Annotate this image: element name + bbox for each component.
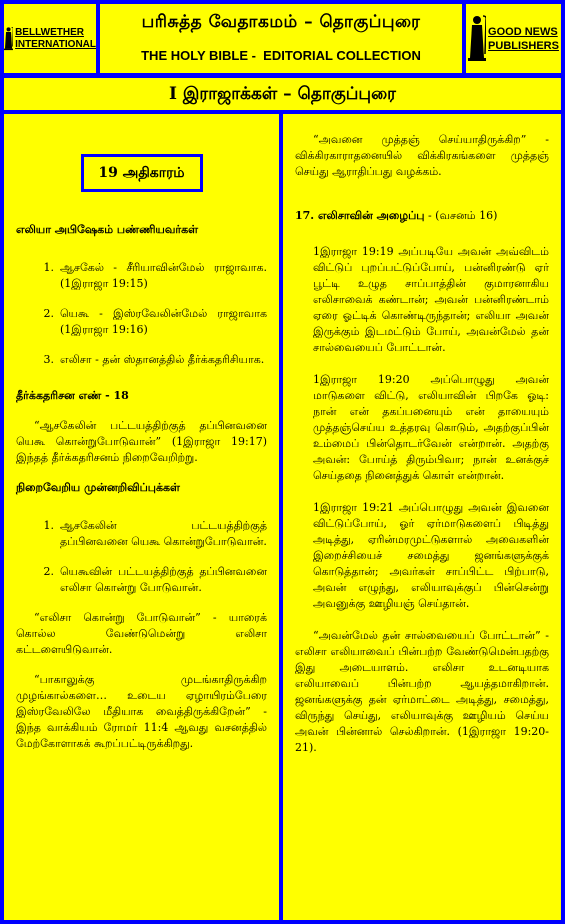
header-title-panel: [100, 4, 462, 73]
logo-left-line2: INTERNATIONAL: [15, 38, 96, 50]
logo-left-panel: [4, 4, 96, 73]
list-item: [4, 306, 279, 338]
right-column: [283, 114, 561, 920]
kiss-idol-paragraph: “அவனை முத்தஞ் செய்யாதிருக்கிற” - விக்கிரகாராதனையில் விக்கிரகங்களை முத்தஞ் செய்து ஆராதிப்பது வழக்கம்.: [295, 133, 549, 178]
section-prophecy-title: தீர்க்கதரிசன எண் - 18: [16, 389, 129, 402]
baal-seven-thousand-paragraph: “பாகாலுக்கு முடங்காதிருக்கிற முழங்கால்களை… உடைய ஏழாயிரம்பேரை இஸ்ரவேலிலே மீதியாக வைத்திருக்கிறேன்” - இந்த வாக்கியம் ரோமர் 11:4 ஆவது வசனத்தில் மேற்கோளாகக் கூறப்பட்டிருக்கிறது.: [16, 673, 267, 750]
title-english: THE HOLY BIBLE - EDITORIAL COLLECTION: [141, 48, 421, 63]
list-item: [4, 564, 279, 596]
logo-right-panel: [466, 4, 561, 73]
list-item-number: 2.: [43, 307, 54, 320]
list-item-text: யெகூவின் பட்டயத்திற்குத் தப்பினவனை எலிசா கொன்று போடுவான்.: [60, 565, 267, 594]
mantle-paragraph: “அவன்மேல் தன் சால்வையைப் போட்டான்” - எலிசா எலியாவைப் பின்பற்ற வேண்டுமென்பதற்கு இது அடையாளம். எலிசா உடனடியாக எலியாவைப் பின்பற்ற ஆயத்தமாகிறான். ஜனங்களுக்கு தன் ஏர்மாட்டை அடித்து, சமைத்து, விருந்து செய்து, எலியாவுக்கு ஊழியம் செய்ய அவன் பின்னால் செல்கிறான். (1இராஜா 19:20-21).: [295, 629, 549, 754]
shepherd-icon-right: [468, 14, 486, 64]
left-column: [4, 114, 279, 920]
list-item-number: 3.: [43, 353, 54, 366]
section-elisha-call-ref: - (வசனம் 16): [424, 209, 498, 222]
section-fulfilled-title: நிறைவேறிய முன்னறிவிப்புக்கள்: [16, 481, 180, 494]
list-item-text: ஆசகேலின் பட்டயத்திற்குத் தப்பினவனை யெகூ கொன்றுபோடுவான்.: [60, 519, 267, 548]
verse-19-19: 1இராஜா 19:19 அப்படியே அவன் அவ்விடம் விட்டுப் புறப்பட்டுப்போய், பன்னிரண்டு ஏர் பூட்டி உழுத சாப்பாத்தின் குமாரனாகிய எலிசாவைக் கண்டான்; அவன் பன்னிரண்டாம் ஏரை ஓட்டிக் கொண்டிருந்தான்; எலியா அவன் இருக்கும் இடமட்டும் போய், அவன்மேல் தன் சால்வையைப் போட்டான்.: [313, 245, 549, 354]
book-title-bar: [4, 78, 561, 110]
list-item-text: எலிசா - தன் ஸ்தானத்தில் தீர்க்கதரிசியாக.: [60, 353, 265, 366]
list-item: [4, 260, 279, 292]
bellwether-logo: [4, 4, 96, 73]
list-item-number: 2.: [43, 565, 54, 578]
list-item-number: 1.: [43, 261, 54, 274]
logo-left-line1: BELLWETHER: [15, 26, 84, 38]
shepherd-icon-left: [4, 14, 13, 64]
book-title: I இராஜாக்கள் – தொகுப்புரை: [169, 84, 396, 104]
prophecy-paragraph: “ஆசகேலின் பட்டயத்திற்குத் தப்பினவனை யெகூ கொன்றுபோடுவான்” (1இராஜா 19:17) இந்தத் தீர்க்கதரிசனம் நிறைவேறிற்று.: [16, 419, 267, 464]
verse-19-21: 1இராஜா 19:21 அப்பொழுது அவன் இவனை விட்டுப்போய், ஓர் ஏர்மாடுகளைப் பிடித்து அடித்து, ஏரின்மரமுட்டுகளால் அவைகளின் இறைச்சியைச் சமைத்து ஜனங்களுக்குக் கொடுத்தான்; அவர்கள் சாப்பிட்ட பிற்பாடு, அவன் எழுந்து, எலியாவுக்குப் பின்சென்று அவனுக்கு ஊழியஞ் செய்தான்.: [313, 501, 549, 610]
list-item: [4, 518, 279, 550]
logo-right-line1: GOOD NEWS: [488, 25, 558, 38]
list-item: [4, 352, 279, 368]
list-item-number: 1.: [43, 519, 54, 532]
verse-19-20: 1இராஜா 19:20 அப்பொழுது அவன் மாடுகளை விட்டு, எலியாவின் பிறகே ஓடி: நான் என் தகப்பனையும் என் தாயையும் முத்தஞ்செய்ய உத்தரவு கொடும், அதற்குப்பின் உம்மைப் பின்தொடர்வேன் என்றான். அதற்கு அவன்: போய்த் திரும்பிவா; நான் உனக்குச் செய்ததை நினைத்துக் கொள் என்றான்.: [313, 373, 549, 482]
good-news-logo: [466, 4, 561, 73]
logo-right-line2: PUBLISHERS: [488, 39, 559, 52]
elisha-kill-paragraph: “எலிசா கொன்று போடுவான்” - யாரைக் கொல்ல வேண்டுமென்று எலிசா கட்டளையிடுவான்.: [16, 611, 267, 656]
title-tamil: பரிசுத்த வேதாகமம் – தொகுப்புரை: [141, 12, 421, 32]
section-anointed-title: எலியா அபிஷேகம் பண்ணியவர்கள்: [16, 223, 199, 236]
list-item-text: யெகூ - இஸ்ரவேலின்மேல் ராஜாவாக (1இராஜா 19:16): [60, 307, 267, 336]
list-item-text: ஆசகேல் - சீரியாவின்மேல் ராஜாவாக. (1இராஜா 19:15): [60, 261, 267, 290]
section-elisha-call-title: 17. எலிசாவின் அழைப்பு: [295, 209, 425, 222]
chapter-box: 19 அதிகாரம்: [81, 154, 203, 192]
section-elisha-call-heading: [283, 208, 561, 224]
